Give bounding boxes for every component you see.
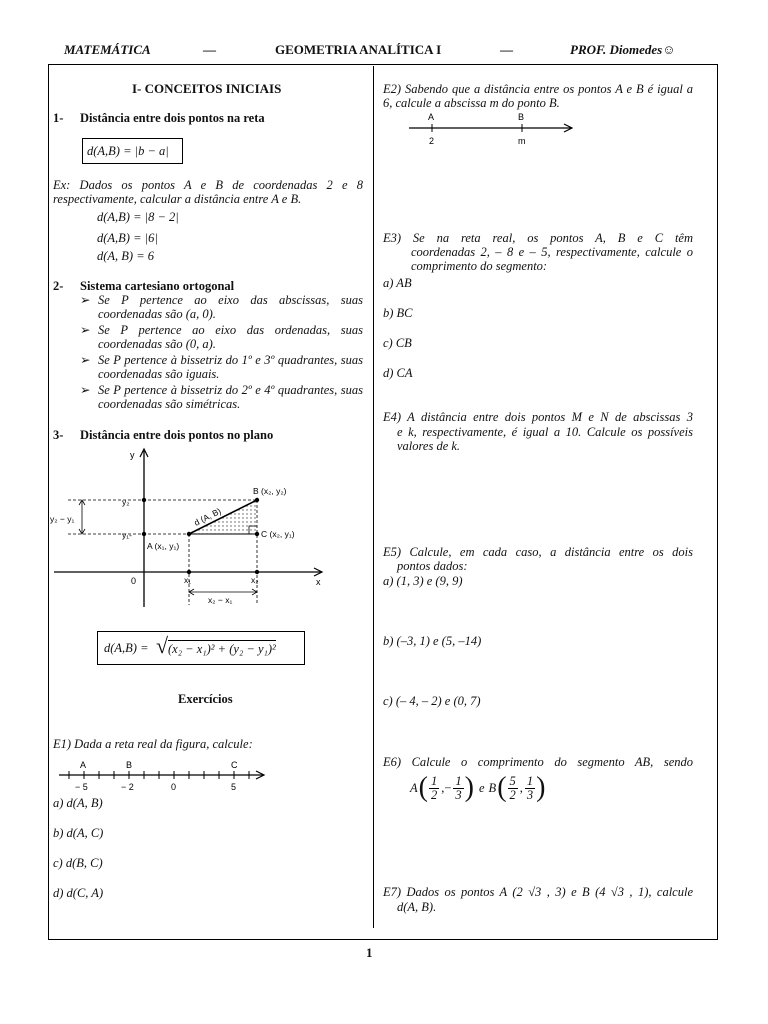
- exercise-e7-continued: d(A, B).: [397, 900, 437, 914]
- list-item: ➢ Se P pertence à bissetriz do 1º e 3º quadrantes, suas coordenadas são iguais.: [80, 353, 363, 381]
- point-c-label: C: [231, 760, 238, 770]
- example-step: d(A,B) = |6|: [97, 231, 158, 245]
- exercise-e6: E6) Calcule o comprimento do segmento AB, sendo: [383, 755, 693, 769]
- sqrt-icon: √: [156, 633, 169, 658]
- point-c-label: C (x₂, y₁): [261, 529, 295, 539]
- section-heading: Sistema cartesiano ortogonal: [80, 279, 235, 293]
- exercise-e3-continued: coordenadas 2, – 8 e – 5, respectivamente, calcule o comprimento do segmento:: [411, 245, 693, 273]
- point-a-label: A: [428, 112, 435, 122]
- list-item: a) d(A, B): [53, 796, 103, 810]
- section-heading: Distância entre dois pontos no plano: [80, 428, 274, 442]
- list-item: ➢ Se P pertence ao eixo das abscissas, suas coordenadas são (a, 0).: [80, 293, 363, 321]
- tick-label: 0: [171, 782, 177, 792]
- section-heading: Distância entre dois pontos na reta: [80, 111, 265, 125]
- tick-label: 5: [231, 782, 237, 792]
- section-number: 1-: [53, 111, 64, 125]
- number-line-e2: [405, 110, 577, 148]
- number-line-e1: [55, 758, 270, 794]
- point-b-label: B (x₂, y₂): [253, 486, 287, 496]
- y2-label: y₂: [122, 497, 130, 507]
- header-teacher: PROF. Diomedes☺: [570, 42, 676, 57]
- point-a-label: A (x₁, y₁): [147, 541, 180, 551]
- list-item: ➢ Se P pertence à bissetriz do 2º e 4º quadrantes, suas coordenadas são simétricas.: [80, 383, 363, 411]
- list-item: a) AB: [383, 276, 412, 290]
- section-number: 3-: [53, 428, 64, 442]
- fraction: 5 2: [509, 773, 516, 802]
- cartesian-distance-diagram: [50, 445, 340, 615]
- header-subject: MATEMÁTICA: [64, 42, 151, 57]
- y-axis-label: y: [130, 450, 135, 460]
- list-item: b) (–3, 1) e (5, –14): [383, 634, 482, 648]
- exercises-title: Exercícios: [178, 692, 233, 706]
- exercise-e3: E3) Se na reta real, os pontos A, B e C têm: [383, 231, 693, 245]
- tick-label: − 2: [121, 782, 134, 792]
- example-text: Ex: Dados os pontos A e B de coordenadas 2 e 8 respectivamente, calcular a distância entre A e B.: [53, 178, 363, 206]
- tick-label: m: [518, 136, 526, 146]
- exercise-e5-continued: pontos dados:: [397, 559, 468, 573]
- distance-label: d (A, B): [192, 505, 223, 528]
- arrow-bullet-icon: ➢: [80, 293, 91, 307]
- point-marker: [187, 570, 191, 574]
- list-item: b) d(A, C): [53, 826, 104, 840]
- list-item: c) CB: [383, 336, 412, 350]
- list-item: c) d(B, C): [53, 856, 103, 870]
- formula-distance-line: d(A,B) = |b − a|: [82, 138, 183, 164]
- example-step: d(A,B) = |8 − 2|: [97, 210, 179, 224]
- header-dash: —: [203, 42, 216, 57]
- origin-label: 0: [131, 576, 137, 586]
- exercise-e4-continued: e k, respectivamente, é igual a 10. Calcule os possíveis valores de k.: [397, 425, 693, 453]
- point-a: [187, 532, 191, 536]
- arrow-bullet-icon: ➢: [80, 383, 91, 397]
- column-divider: [373, 66, 374, 928]
- fraction: 1 3: [526, 773, 534, 802]
- header-dash: —: [500, 42, 513, 57]
- list-item: c) (– 4, – 2) e (0, 7): [383, 694, 481, 708]
- point-marker: [255, 570, 259, 574]
- exercise-e7: E7) Dados os pontos A (2 √3 , 3) e B (4 √3 , 1), calcule: [383, 885, 693, 899]
- list-item: d) CA: [383, 366, 413, 380]
- header-topic: GEOMETRIA ANALÍTICA I: [275, 42, 442, 57]
- list-item: a) (1, 3) e (9, 9): [383, 574, 463, 588]
- exercise-e4: E4) A distância entre dois pontos M e N de abscissas 3: [383, 410, 693, 424]
- point-marker: [142, 498, 146, 502]
- tick-label: 2: [429, 136, 435, 146]
- section-number: 2-: [53, 279, 64, 293]
- point-a-label: A: [80, 760, 87, 770]
- exercise-e1: E1) Dada a reta real da figura, calcule:: [53, 737, 253, 751]
- dy-label: y₂ − y₁: [50, 514, 75, 524]
- arrow-bullet-icon: ➢: [80, 323, 91, 337]
- example-step: d(A, B) = 6: [97, 249, 155, 263]
- list-item: b) BC: [383, 306, 413, 320]
- dx-label: x₂ − x₁: [208, 595, 233, 605]
- x-axis-label: x: [316, 577, 321, 587]
- tick-label: − 5: [75, 782, 88, 792]
- fraction: 1 2: [430, 773, 438, 802]
- e6-points: A ( 1 2 ,− $\frac{1}{3}$ ) e B ( 5 2 , 1 3 ): [410, 772, 546, 803]
- list-item: d) d(C, A): [53, 886, 104, 900]
- point-marker: [142, 532, 146, 536]
- x1-label: x₁: [184, 575, 192, 585]
- x2-label: x₂: [251, 575, 259, 585]
- y1-label: y₁-: [122, 530, 132, 540]
- fraction: $\frac{1}{3}$: [455, 773, 462, 802]
- arrow-bullet-icon: ➢: [80, 353, 91, 367]
- section-title: I- CONCEITOS INICIAIS: [132, 81, 282, 96]
- exercise-e2: E2) Sabendo que a distância entre os pontos A e B é igual a 6, calcule a abscissa m do ponto B.: [383, 82, 693, 110]
- exercise-e5: E5) Calcule, em cada caso, a distância entre os dois: [383, 545, 693, 559]
- point-b-label: B: [518, 112, 525, 122]
- formula-distance-plane: d(A,B) = √ (x₂ − x₁)² + (y₂ − y₁)²: [97, 631, 305, 665]
- list-item: ➢ Se P pertence ao eixo das ordenadas, suas coordenadas são (0, a).: [80, 323, 363, 351]
- page-number: 1: [366, 945, 373, 960]
- point-b-label: B: [126, 760, 133, 770]
- bullet-list: [80, 293, 363, 411]
- point-c: [255, 532, 259, 536]
- point-b: [255, 498, 259, 502]
